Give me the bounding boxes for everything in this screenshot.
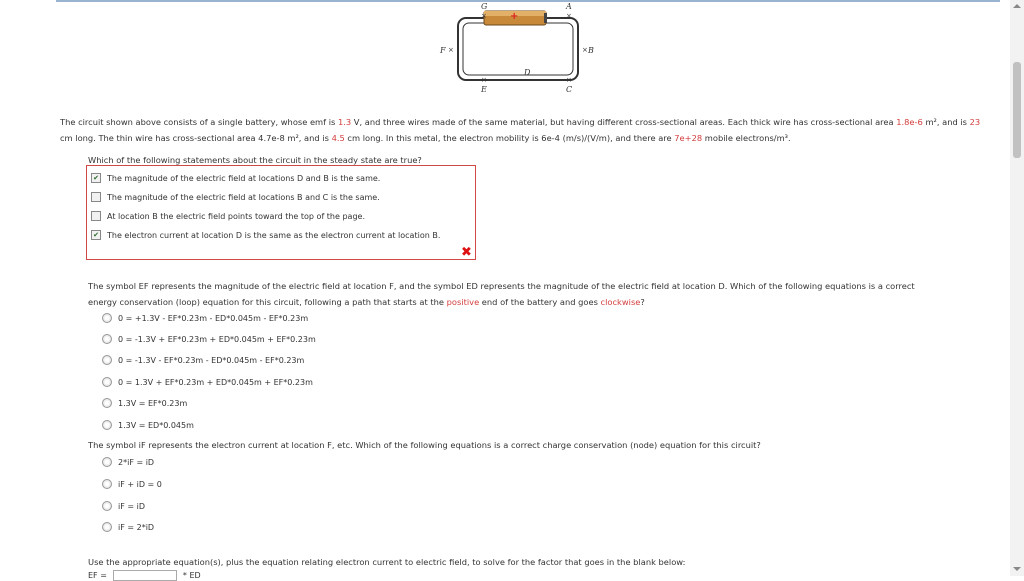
radio-button[interactable] — [102, 377, 112, 387]
q2-option-label: 0 = +1.3V - EF*0.23m - ED*0.045m - EF*0.23m — [118, 313, 309, 323]
q4-lhs: EF = — [88, 571, 107, 580]
q2-option[interactable] — [102, 398, 187, 408]
q2-text: ? — [640, 297, 645, 307]
scroll-up-arrow-icon[interactable] — [1013, 4, 1021, 8]
q2-positive: positive — [446, 297, 480, 307]
q2-text: energy conservation (loop) equation for this circuit, following a path that starts at the — [88, 297, 447, 307]
marker-g: × — [481, 12, 487, 20]
incorrect-icon: ✖ — [461, 245, 472, 260]
q2-option-label: 0 = 1.3V + EF*0.23m + ED*0.045m + EF*0.23m — [118, 377, 313, 387]
intro-text: cm long. The thin wire has cross-sectional area 4.7e-8 m², and is — [60, 133, 332, 143]
marker-f: × — [448, 46, 454, 54]
label-g: G — [481, 2, 488, 11]
scroll-down-arrow-icon[interactable] — [1013, 567, 1021, 571]
thick-length-value: 23 — [969, 117, 981, 127]
q2-option[interactable] — [102, 313, 308, 323]
q2-prompt-line2 — [88, 297, 645, 307]
q4-rhs: * ED — [182, 571, 201, 580]
thick-area-value: 1.8e-6 — [896, 117, 923, 127]
label-e: E — [481, 85, 487, 94]
intro-text: V, and three wires made of the same material, but having different cross-sectional areas. Each thick wire has cross-sectional area — [351, 117, 897, 127]
q2-option[interactable] — [102, 377, 313, 387]
q2-option[interactable] — [102, 355, 304, 365]
q1-option-label: At location B the electric field points toward the top of the page. — [107, 211, 365, 221]
q1-option[interactable] — [91, 211, 365, 221]
intro-text: The circuit shown above consists of a single battery, whose emf is — [60, 117, 338, 127]
q3-option[interactable] — [102, 457, 154, 467]
marker-a: × — [566, 12, 572, 20]
q2-prompt-line1: The symbol EF represents the magnitude of the electric field at location F, and the symbol ED represents the magnitude of the electric field at location D. Which of the following equations is a correct — [88, 281, 915, 291]
q2-option-label: 0 = -1.3V - EF*0.23m - ED*0.045m - EF*0.23m — [118, 355, 305, 365]
q3-option-label: iF = iD — [118, 501, 145, 511]
q3-option[interactable] — [102, 479, 162, 489]
radio-button[interactable] — [102, 420, 112, 430]
q2-direction: clockwise — [600, 297, 641, 307]
q1-option[interactable] — [91, 192, 380, 202]
marker-b: × — [582, 46, 588, 54]
q3-prompt: The symbol iF represents the electron current at location F, etc. Which of the following equations is a correct charge conservation (node) equation for this circuit? — [88, 440, 761, 450]
radio-button[interactable] — [102, 313, 112, 323]
vertical-scrollbar[interactable] — [1010, 0, 1024, 576]
label-c: C — [566, 85, 573, 94]
radio-button[interactable] — [102, 334, 112, 344]
scrollbar-thumb[interactable] — [1013, 62, 1021, 158]
q2-option[interactable] — [102, 334, 316, 344]
q4-prompt: Use the appropriate equation(s), plus the equation relating electron current to electric field, to solve for the factor that goes in the blank below: — [88, 557, 686, 567]
label-f: F — [440, 46, 446, 55]
q3-option[interactable] — [102, 501, 145, 511]
label-a: A — [566, 2, 572, 11]
electron-density-value: 7e+28 — [674, 133, 703, 143]
q2-option[interactable] — [102, 420, 194, 430]
radio-button[interactable] — [102, 398, 112, 408]
q1-option-label: The magnitude of the electric field at locations B and C is the same. — [107, 192, 380, 202]
checkbox-unchecked[interactable] — [91, 211, 101, 221]
q2-option-label: 1.3V = ED*0.045m — [118, 420, 194, 430]
thin-length-value: 4.5 — [331, 133, 345, 143]
q1-option[interactable] — [91, 173, 380, 183]
problem-statement — [60, 114, 990, 146]
checkbox-checked[interactable]: ✔ — [91, 173, 101, 183]
q2-option-label: 0 = -1.3V + EF*0.23m + ED*0.045m + EF*0.23m — [118, 334, 316, 344]
q3-option-label: iF + iD = 0 — [118, 479, 162, 489]
marker-e: × — [481, 76, 487, 84]
q2-text: end of the battery and goes — [479, 297, 601, 307]
intro-text: mobile electrons/m³. — [702, 133, 791, 143]
intro-text: m², and is — [922, 117, 970, 127]
q1-option[interactable] — [91, 230, 440, 240]
checkbox-unchecked[interactable] — [91, 192, 101, 202]
checkbox-checked[interactable]: ✔ — [91, 230, 101, 240]
q3-option-label: 2*iF = iD — [118, 457, 155, 467]
q1-option-label: The electron current at location D is the same as the electron current at location B. — [107, 230, 441, 240]
q3-option-label: iF = 2*iD — [118, 522, 155, 532]
intro-text: cm long. In this metal, the electron mobility is 6e-4 (m/s)/(V/m), and there are — [344, 133, 675, 143]
label-b: B — [588, 46, 594, 55]
label-d: D — [524, 68, 531, 77]
radio-button[interactable] — [102, 457, 112, 467]
radio-button[interactable] — [102, 501, 112, 511]
circuit-diagram — [436, 2, 594, 94]
radio-button[interactable] — [102, 355, 112, 365]
emf-value: 1.3 — [337, 117, 352, 127]
marker-c: × — [566, 76, 572, 84]
q1-prompt: Which of the following statements about the circuit in the steady state are true? — [88, 155, 422, 165]
q1-option-label: The magnitude of the electric field at locations D and B is the same. — [107, 173, 381, 183]
q2-option-label: 1.3V = EF*0.23m — [118, 398, 188, 408]
battery-plus: + — [510, 11, 519, 22]
radio-button[interactable] — [102, 522, 112, 532]
radio-button[interactable] — [102, 479, 112, 489]
q3-option[interactable] — [102, 522, 154, 532]
